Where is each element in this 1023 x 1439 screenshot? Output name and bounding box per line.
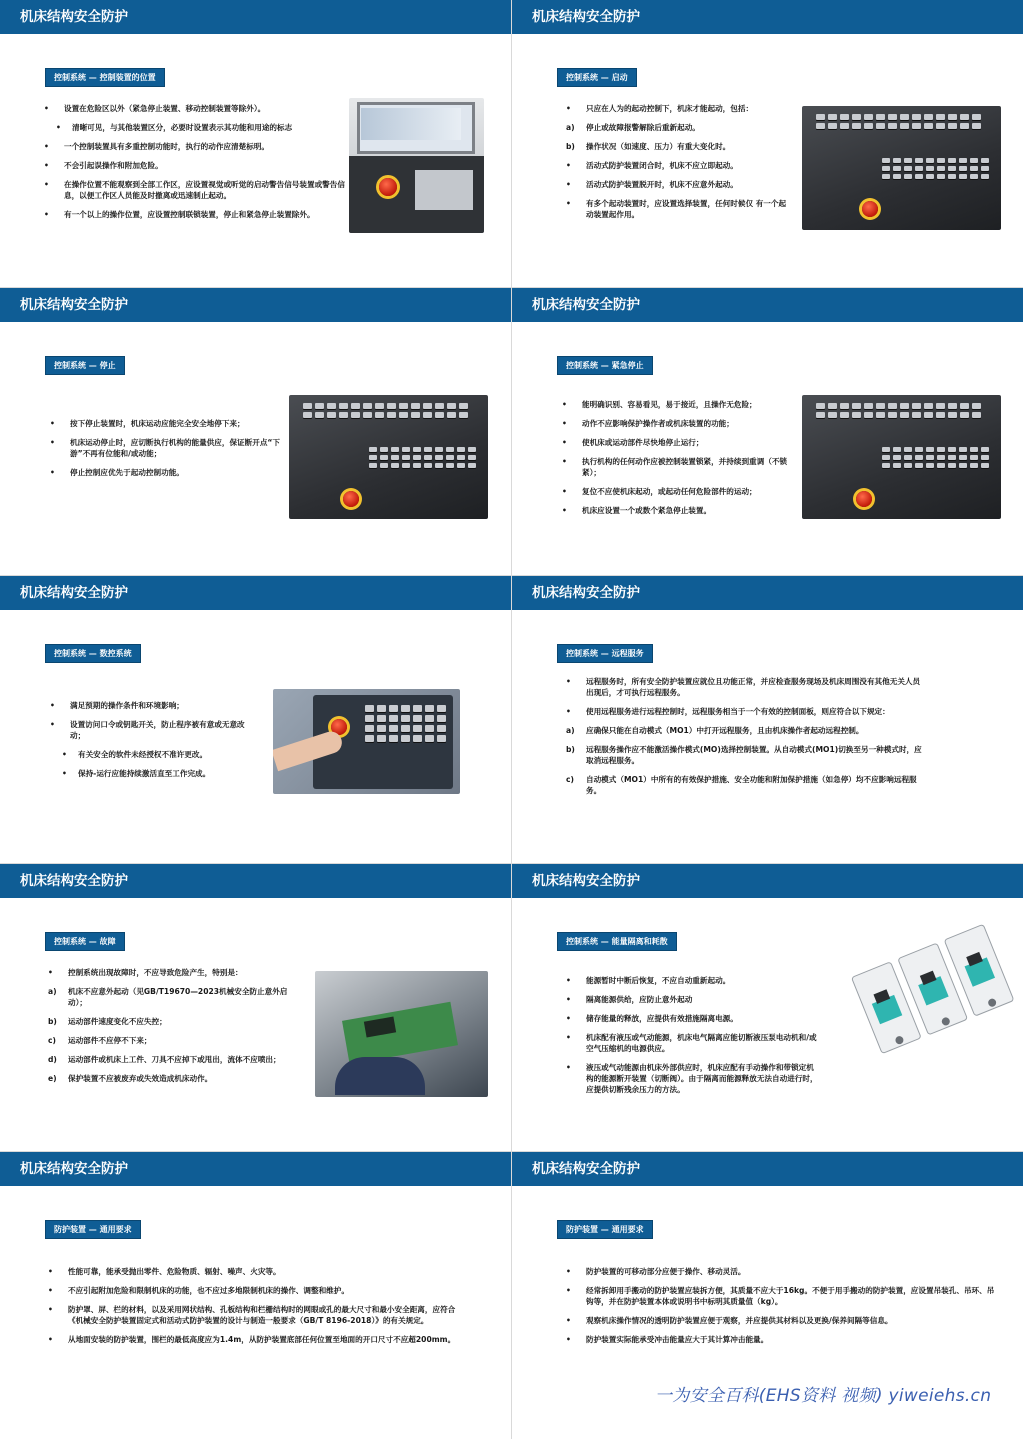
circuit-breaker-photo [834, 919, 1016, 1079]
section-tag: 防护装置 — 通用要求 [45, 1220, 141, 1239]
bullet-list [50, 418, 286, 486]
slide-title: 机床结构安全防护 [512, 0, 1023, 34]
slide-control-start [512, 0, 1023, 287]
list-item: • 按下停止装置时，机床运动应能完全安全地停下来； [50, 419, 245, 428]
list-item: • 防护装置实际能承受冲击能量应大于其计算冲击能量。 [566, 1335, 769, 1344]
slide-control-position [0, 0, 511, 287]
site-watermark: 一为安全百科(EHS资料 视频) yiweiehs.cn [655, 1386, 992, 1406]
list-item: • 设置在危险区以外（紧急停止装置、移动控制装置等除外）。 [44, 104, 266, 113]
list-item: • 性能可靠，能承受抛出零件、危险物质、辐射、噪声、火灾等。 [48, 1267, 281, 1276]
list-item: b) 操作状况（如速度、压力）有重大变化时。 [566, 142, 731, 151]
list-item: • 使用远程服务进行远程控制时，远程服务相当于一个有效的控制面板，则应符合以下规定： [566, 707, 890, 716]
bullet-list [566, 975, 820, 1103]
list-item: c) 运动部件不应停不下来； [48, 1036, 152, 1045]
bullet-list [566, 103, 788, 228]
bullet-list [562, 399, 802, 524]
slide-control-fault [0, 864, 511, 1151]
list-item: d) 运动部件或机床上工件、刀具不应掉下或甩出，流体不应喷出； [48, 1055, 281, 1064]
bullet-list [566, 1266, 996, 1353]
slide-control-stop [0, 288, 511, 575]
list-item: • 有关安全的软件未经授权不准许更改。 [62, 750, 208, 759]
list-item: • 停止控制应优先于起动控制功能。 [50, 468, 184, 477]
list-item: • 机床运动停止时，应切断执行机构的能量供应，保证断开点“下游”不再有位能和/或动能； [50, 438, 281, 458]
list-item: • 能明确识别、容易看见，易于接近，且操作无危险； [562, 400, 757, 409]
slide-title: 机床结构安全防护 [0, 864, 511, 898]
bullet-list [48, 1266, 466, 1353]
slide-title: 机床结构安全防护 [512, 576, 1023, 610]
section-tag: 控制系统 — 能量隔离和耗散 [557, 932, 677, 951]
slide-title: 机床结构安全防护 [0, 1152, 511, 1186]
list-item: a) 停止或故障报警解除后重新起动。 [566, 123, 700, 132]
list-item: • 机床配有液压或气动能源，机床电气隔离应能切断液压泵电动机和/或空气压缩机的电源供应。 [566, 1033, 817, 1053]
slide-emergency-stop [512, 288, 1023, 575]
list-item: c) 自动模式（MO1）中所有的有效保护措施、安全功能和附加保护措施（如急停）均不应影响远程服务。 [566, 775, 917, 795]
list-item: • 控制系统出现故障时，不应导致危险产生，特别是： [48, 968, 243, 977]
list-item: • 能源暂时中断后恢复，不应自动重新起动。 [566, 976, 731, 985]
list-item: • 活动式防护装置脱开时，机床不应意外起动。 [566, 180, 738, 189]
list-item: e) 保护装置不应被废弃或失效造成机床动作。 [48, 1074, 213, 1083]
list-item: • 满足预期的操作条件和环境影响； [50, 701, 184, 710]
circuit-repair-photo [315, 971, 488, 1097]
list-item: • 一个控制装置具有多重控制功能时，执行的动作应清楚标明。 [44, 142, 270, 151]
section-tag: 控制系统 — 数控系统 [45, 644, 141, 663]
section-tag: 控制系统 — 故障 [45, 932, 125, 951]
list-item: • 从地面安装的防护装置，围栏的最低高度应为1.4m，从防护装置底部任何位置至地面的开口尺寸不应超200mm。 [48, 1335, 456, 1344]
list-item: • 观察机床操作情况的透明防护装置应便于观察，并应提供其材料以及更换/保养间隔等信息。 [566, 1316, 893, 1325]
list-item: • 复位不应使机床起动，或起动任何危险部件的运动； [562, 487, 757, 496]
list-item: • 液压或气动能源由机床外部供应时，机床应配有手动操作和带锁定机构的能源断开装置（切断阀）。由于隔离而能源释放无法自动进行时，应提供切断残余压力的方法。 [566, 1063, 818, 1094]
list-item: • 不应引起附加危险和限制机床的功能，也不应过多地限制机床的操作、调整和维护。 [48, 1286, 349, 1295]
bullet-list [44, 103, 354, 228]
slide-title: 机床结构安全防护 [512, 288, 1023, 322]
bullet-list [48, 967, 300, 1092]
slide-title: 机床结构安全防护 [512, 864, 1023, 898]
list-item: a) 机床不应意外起动（见GB/T19670—2023机械安全防止意外启动）； [48, 987, 288, 1007]
list-item: • 保持-运行应能持续激活直至工作完成。 [62, 769, 211, 778]
list-item: • 清晰可见，与其他装置区分，必要时设置表示其功能和用途的标志 [56, 123, 293, 132]
slide-title: 机床结构安全防护 [0, 576, 511, 610]
list-item: • 防护装置的可移动部分应便于操作、移动灵活。 [566, 1267, 746, 1276]
list-item: • 储存能量的释放，应提供有效措施隔离电源。 [566, 1014, 738, 1023]
list-item: • 动作不应影响保护操作者或机床装置的功能； [562, 419, 734, 428]
list-item: a) 应确保只能在自动模式（MO1）中打开远程服务，且由机床操作者起动远程控制。 [566, 726, 864, 735]
bullet-list [566, 676, 926, 804]
control-panel-photo [289, 395, 488, 519]
list-item: • 执行机构的任何动作应被控制装置锁紧，并持续到重调（不锁紧）； [562, 457, 788, 477]
list-item: • 有多个起动装置时，应设置选择装置，任何时候仅 有一个起动装置起作用。 [566, 199, 787, 219]
list-item: • 活动式防护装置闭合时，机床不应立即起动。 [566, 161, 738, 170]
cnc-keypad-photo [273, 689, 460, 794]
list-item: b) 运动部件速度变化不应失控； [48, 1017, 167, 1026]
slide-energy-isolation [512, 864, 1023, 1151]
section-tag: 控制系统 — 控制装置的位置 [45, 68, 165, 87]
section-tag: 控制系统 — 紧急停止 [557, 356, 653, 375]
section-tag: 控制系统 — 启动 [557, 68, 637, 87]
cnc-panel-photo [349, 98, 484, 233]
slide-title: 机床结构安全防护 [0, 0, 511, 34]
control-panel-photo [802, 395, 1001, 519]
list-item: • 防护罩、屏、栏的材料，以及采用网状结构、孔板结构和栏栅结构时的网眼或孔的最大尺寸和最小安全距离，应符合《机械安全防护装置固定式和活动式防护装置的设计与制造一般要求（GB/T 8196-2018）》的有关规定。 [48, 1305, 456, 1325]
list-item: • 隔离能源供给，应防止意外起动 [566, 995, 693, 1004]
slide-title: 机床结构安全防护 [512, 1152, 1023, 1186]
list-item: • 经常拆卸用手搬动的防护装置应装拆方便，其质量不应大于16kg。不便于用手搬动的防护装置，应设置吊装孔、吊环、吊钩等，并在防护装置本体或说明书中标明其质量值（kg）。 [566, 1286, 995, 1306]
slide-guard-general-1 [0, 1152, 511, 1439]
list-item: • 机床应设置一个或数个紧急停止装置。 [562, 506, 712, 515]
list-item: • 设置访问口令或钥匙开关，防止程序被有意或无意改动； [50, 720, 245, 740]
slide-cnc-system [0, 576, 511, 863]
list-item: • 远程服务时，所有安全防护装置应就位且功能正常，并应检查服务现场及机床周围没有其他无关人员出现后，才可执行远程服务。 [566, 677, 921, 697]
slide-title: 机床结构安全防护 [0, 288, 511, 322]
list-item: • 有一个以上的操作位置，应设置控制联锁装置，停止和紧急停止装置除外。 [44, 210, 315, 219]
list-item: • 只应在人为的起动控制下，机床才能起动，包括： [566, 104, 754, 113]
section-tag: 控制系统 — 停止 [45, 356, 125, 375]
control-panel-photo [802, 106, 1001, 230]
bullet-list [50, 700, 250, 787]
list-item: • 使机床或运动部件尽快地停止运行； [562, 438, 704, 447]
list-item: b) 远程服务操作应不能激活操作模式(MO)选择控制装置。从自动模式(MO1)切换至另一种模式时，应取消远程服务。 [566, 745, 922, 765]
section-tag: 防护装置 — 通用要求 [557, 1220, 653, 1239]
list-item: • 不会引起误操作和附加危险。 [44, 161, 163, 170]
section-tag: 控制系统 — 远程服务 [557, 644, 653, 663]
slide-remote-service [512, 576, 1023, 863]
list-item: • 在操作位置不能观察到全部工作区，应设置视觉或听觉的启动警告信号装置或警告信息，以便工作区人员能及时撤离或迅速制止起动。 [44, 180, 345, 200]
